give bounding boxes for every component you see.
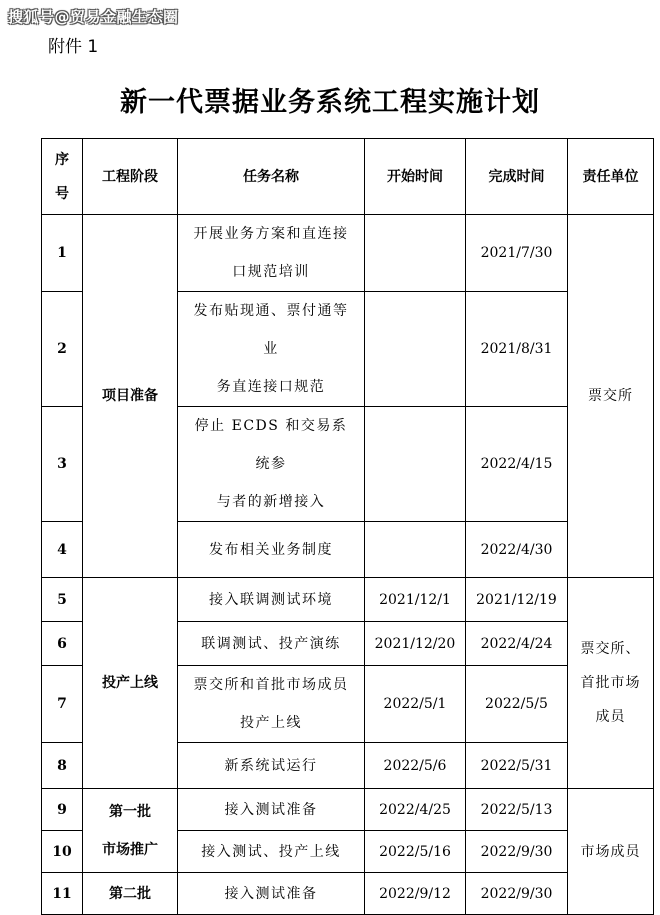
- task-name: 新系统试运行: [178, 743, 365, 789]
- start-date: 2021/12/20: [365, 622, 466, 666]
- start-date: 2022/5/6: [365, 743, 466, 789]
- row-no: 6: [42, 622, 83, 666]
- end-date: 2022/5/5: [466, 666, 568, 743]
- unit-batch: 市场成员: [568, 789, 654, 915]
- task-name: 联调测试、投产演练: [178, 622, 365, 666]
- task-name: 票交所和首批市场成员 投产上线: [178, 666, 365, 743]
- document-title: 新一代票据业务系统工程实施计划: [120, 87, 540, 118]
- end-date: 2022/5/13: [466, 789, 568, 831]
- end-date: 2021/12/19: [466, 578, 568, 622]
- task-name: 接入测试、投产上线: [178, 831, 365, 873]
- end-date: 2022/9/30: [466, 873, 568, 915]
- row-no: 11: [42, 873, 83, 915]
- end-date: 2021/8/31: [466, 292, 568, 407]
- header-task: 任务名称: [178, 139, 365, 215]
- task-name: 发布贴现通、票付通等业 务直连接口规范: [178, 292, 365, 407]
- header-start: 开始时间: [365, 139, 466, 215]
- end-date: 2022/9/30: [466, 831, 568, 873]
- header-end: 完成时间: [466, 139, 568, 215]
- row-no: 7: [42, 666, 83, 743]
- table-row: [42, 873, 654, 915]
- task-name: 停止 ECDS 和交易系统参 与者的新增接入: [178, 407, 365, 522]
- stage-launch: 投产上线: [83, 578, 178, 789]
- task-name: 接入测试准备: [178, 873, 365, 915]
- unit-launch: 票交所、 首批市场 成员: [568, 578, 654, 789]
- start-date: 2021/12/1: [365, 578, 466, 622]
- unit-prep: 票交所: [568, 215, 654, 578]
- row-no: 2: [42, 292, 83, 407]
- end-date: 2022/4/24: [466, 622, 568, 666]
- start-date: 2022/5/1: [365, 666, 466, 743]
- start-date: [365, 292, 466, 407]
- table-row: [42, 578, 654, 622]
- watermark: 搜狐号@贸易金融生态圈: [8, 8, 179, 26]
- header-no: 序 号: [42, 139, 83, 215]
- start-date: 2022/5/16: [365, 831, 466, 873]
- start-date: 2022/9/12: [365, 873, 466, 915]
- end-date: 2022/4/30: [466, 522, 568, 578]
- row-no: 3: [42, 407, 83, 522]
- task-name: 开展业务方案和直连接 口规范培训: [178, 215, 365, 292]
- header-stage: 工程阶段: [83, 139, 178, 215]
- stage-prep: 项目准备: [83, 215, 178, 578]
- start-date: [365, 522, 466, 578]
- start-date: 2022/4/25: [365, 789, 466, 831]
- header-unit: 责任单位: [568, 139, 654, 215]
- row-no: 8: [42, 743, 83, 789]
- stage-batch2: 第二批: [83, 873, 178, 915]
- task-name: 接入测试准备: [178, 789, 365, 831]
- stage-batch1: 第一批 市场推广: [83, 789, 178, 873]
- row-no: 5: [42, 578, 83, 622]
- start-date: [365, 407, 466, 522]
- task-name: 接入联调测试环境: [178, 578, 365, 622]
- end-date: 2022/4/15: [466, 407, 568, 522]
- row-no: 10: [42, 831, 83, 873]
- start-date: [365, 215, 466, 292]
- table-row: [42, 215, 654, 292]
- row-no: 4: [42, 522, 83, 578]
- row-no: 9: [42, 789, 83, 831]
- row-no: 1: [42, 215, 83, 292]
- task-name: 发布相关业务制度: [178, 522, 365, 578]
- end-date: 2022/5/31: [466, 743, 568, 789]
- end-date: 2021/7/30: [466, 215, 568, 292]
- attachment-label: 附件 1: [48, 37, 99, 57]
- table-row: [42, 789, 654, 831]
- implementation-plan-table: [41, 138, 654, 915]
- table-header-row: [42, 139, 654, 215]
